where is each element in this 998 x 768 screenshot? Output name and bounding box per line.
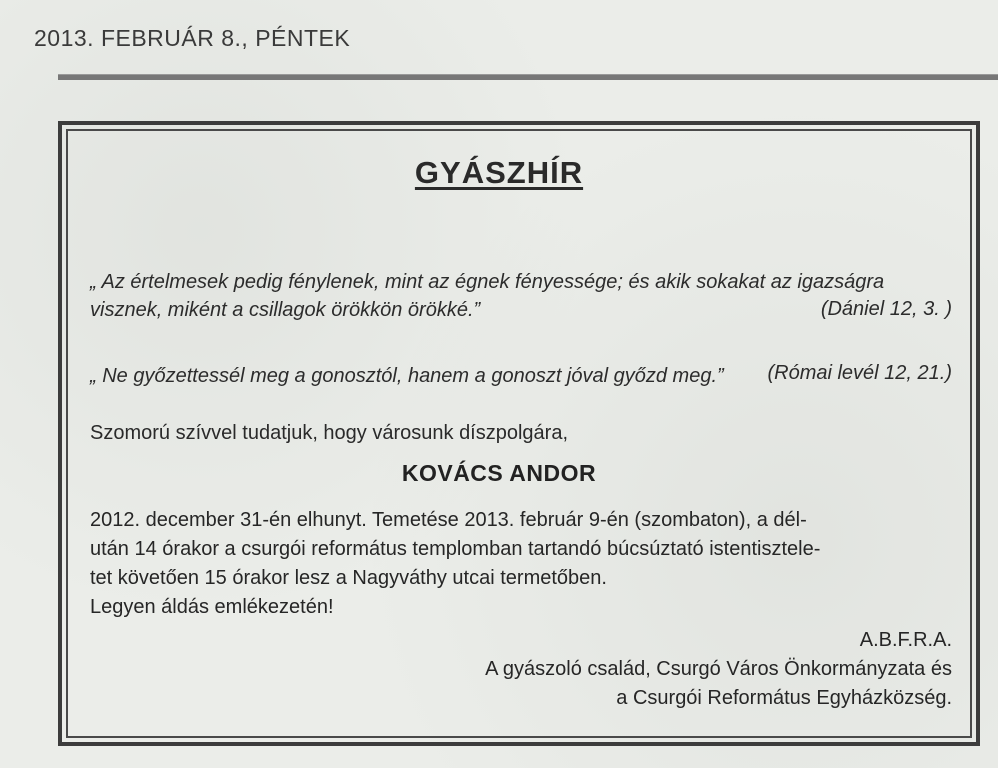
signoff-abbrev: A.B.F.R.A. (859, 629, 952, 651)
signoff-line: a Csurgói Református Egyházközség. (616, 687, 952, 709)
body-line: Legyen áldás emlékezetén! (90, 596, 334, 618)
page-date-header: 2013. FEBRUÁR 8., PÉNTEK (34, 25, 351, 51)
quote-reference-romans: (Római levél 12, 21.) (767, 362, 952, 384)
obituary-title: GYÁSZHÍR (414, 155, 584, 190)
quote-line: „ Az értelmesek pedig fénylenek, mint az égnek fényessége; és akik sokakat az igazságra (90, 271, 885, 293)
obituary-body (90, 506, 956, 622)
quote-reference-daniel: (Dániel 12, 3. ) (820, 298, 952, 320)
header-rule (58, 74, 998, 80)
quote-line: visznek, miként a csillagok örökkön örökké.” (90, 299, 481, 321)
body-line: után 14 órakor a csurgói református templomban tartandó búcsúztató istentisztele- (90, 538, 821, 560)
signoff-line: A gyászoló család, Csurgó Város Önkormányzata és (485, 658, 952, 680)
body-line: tet követően 15 órakor lesz a Nagyváthy utcai termetőben. (90, 567, 607, 589)
body-line: 2012. december 31-én elhunyt. Temetése 2013. február 9-én (szombaton), a dél- (90, 509, 807, 531)
bible-quote-romans: „ Ne győzettessél meg a gonosztól, hanem a gonoszt jóval győzd meg.” (90, 365, 724, 387)
announcement-text: Szomorú szívvel tudatjuk, hogy városunk díszpolgára, (90, 422, 569, 444)
obituary-signoff (485, 626, 952, 713)
deceased-name: KOVÁCS ANDOR (401, 460, 597, 486)
